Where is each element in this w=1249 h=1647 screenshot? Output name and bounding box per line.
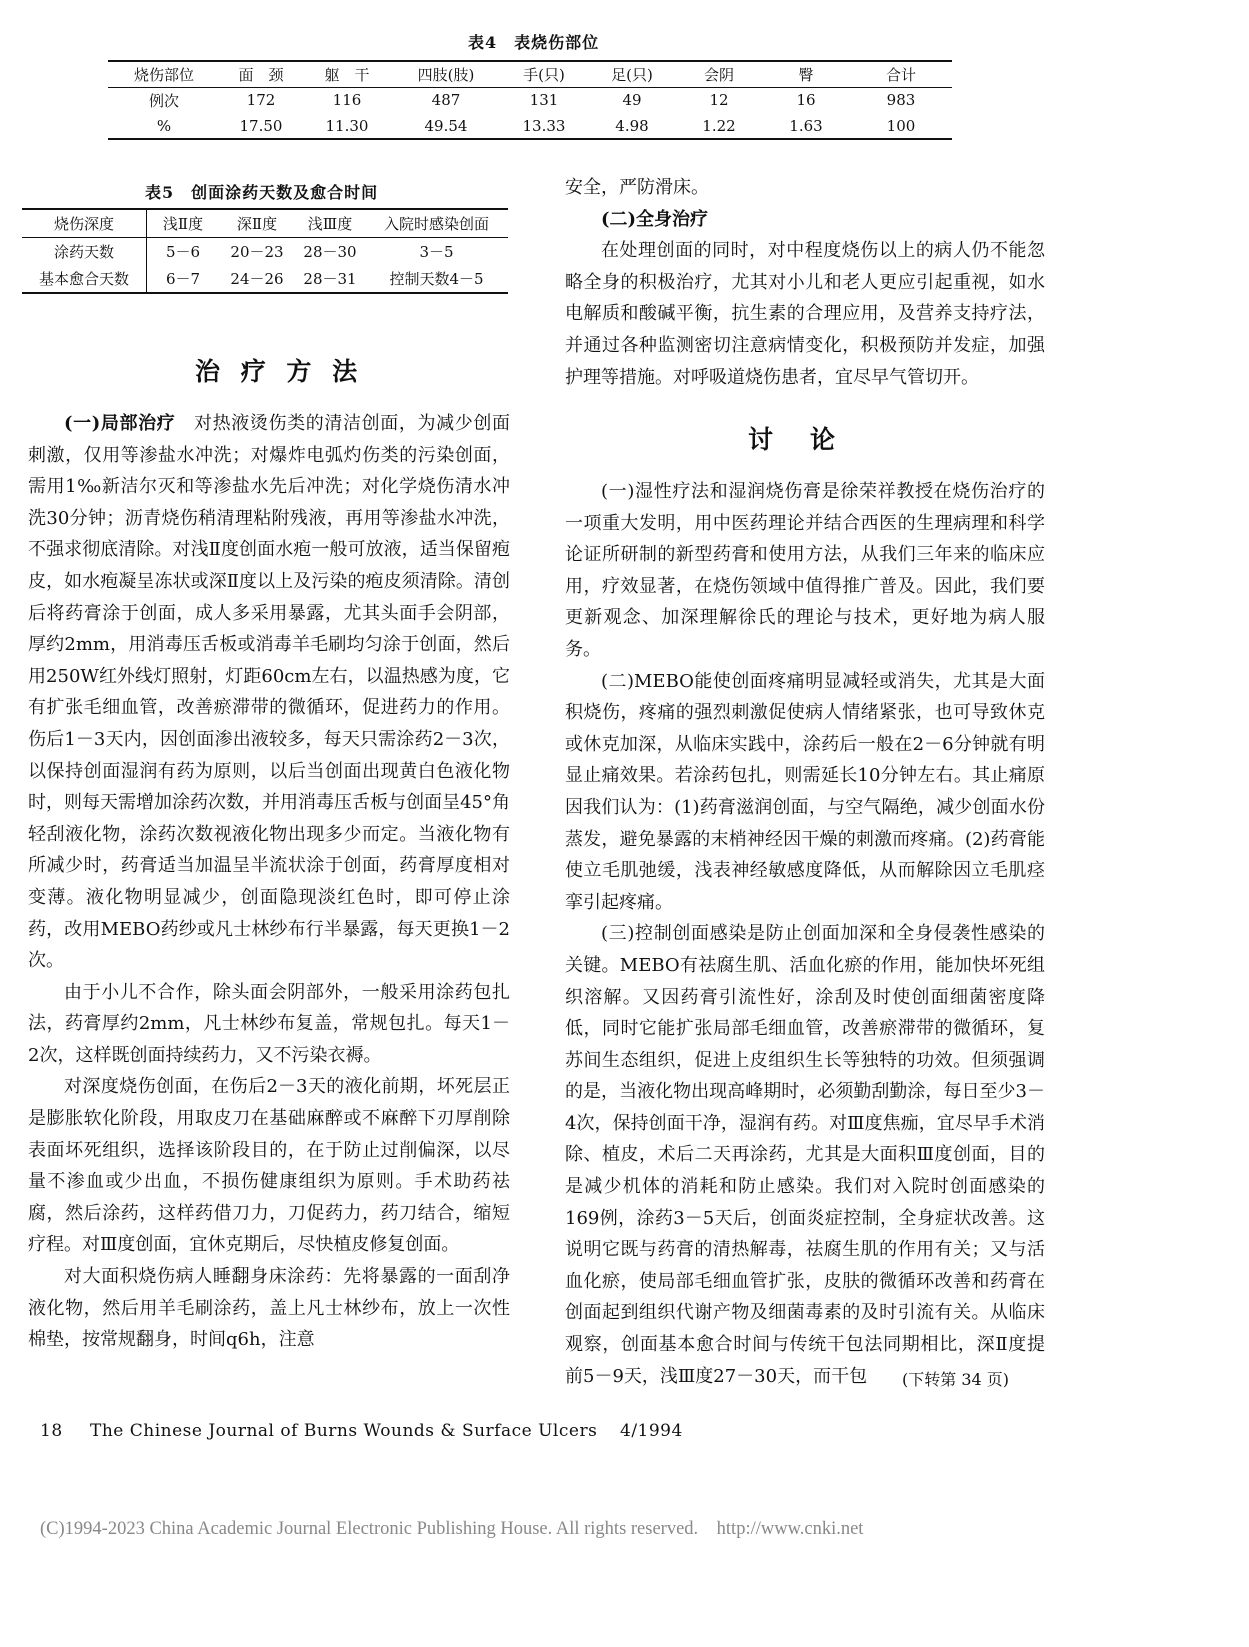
table4-header-cell: 面 颈 bbox=[220, 61, 302, 87]
subheading-systemic-treatment: (二)全身治疗 bbox=[601, 208, 709, 230]
table5-header-cell: 浅Ⅲ度 bbox=[295, 209, 365, 237]
table4-header-cell: 合计 bbox=[850, 61, 952, 87]
table4-header-cell: 四肢(肢) bbox=[392, 61, 500, 87]
copyright-notice: (C)1994-2023 China Academic Journal Electronic Publishing House. All rights reserved. http://www.cnki.net bbox=[40, 1519, 864, 1539]
table4-row bbox=[108, 87, 952, 113]
paragraph: (二)MEBO能使创面疼痛明显减轻或消失，尤其是大面积烧伤，疼痛的强烈刺激促使病人情绪紧张，也可导致休克或休克加深，从临床实践中，涂药后一般在2－6分钟就有明显止痛效果。若涂药包扎，则需延长10分钟左右。其止痛原因我们认为：(1)药膏滋润创面，与空气隔绝，减少创面水份蒸发，避免暴露的末梢神经因干燥的刺激而疼痛。(2)药膏能使立毛肌弛缓，浅表神经敏感度降低，从而解除因立毛肌痉挛引起疼痛。 bbox=[565, 670, 1045, 913]
paragraph: (一)湿性疗法和湿润烧伤膏是徐荣祥教授在烧伤治疗的一项重大发明，用中医药理论并结合西医的生理病理和科学论证所研制的新型药膏和使用方法，从我们三年来的临床应用，疗效显著，在烧伤领域中值得推广普及。因此，我们要更新观念、加深理解徐氏的理论与技术，更好地为病人服务。 bbox=[565, 481, 1045, 660]
table4-cell: 172 bbox=[246, 91, 276, 110]
table5-cell: 控制天数4－5 bbox=[365, 265, 508, 293]
table5-header-cell: 浅Ⅱ度 bbox=[147, 209, 220, 237]
paragraph: 在处理创面的同时，对中程度烧伤以上的病人仍不能忽略全身的积极治疗，尤其对小儿和老人更应引起重视，如水电解质和酸碱平衡，抗生素的合理应用，及营养支持疗法，并通过各种监测密切注意病情变化，积极预防并发症，加强护理等措施。对呼吸道烧伤患者，宜尽早气管切开。 bbox=[565, 240, 1045, 388]
table5-cell: 3－5 bbox=[419, 242, 454, 261]
table4-header-cell: 烧伤部位 bbox=[108, 61, 220, 87]
table4-cell: 4.98 bbox=[588, 113, 676, 139]
table4-row bbox=[108, 113, 952, 139]
table4-cell: 49.54 bbox=[392, 113, 500, 139]
table4-header-cell: 手(只) bbox=[500, 61, 588, 87]
left-column bbox=[28, 408, 510, 1356]
table4-cell: 16 bbox=[796, 91, 816, 110]
continued-note: (下转第 34 页) bbox=[902, 1370, 1010, 1389]
table4-cell: 49 bbox=[622, 91, 642, 110]
page-number: 18 bbox=[40, 1421, 63, 1441]
table5-cell: 6－7 bbox=[147, 265, 220, 293]
paragraph bbox=[28, 408, 510, 977]
paragraph: 安全，严防滑床。 bbox=[565, 177, 709, 198]
table4-title: 表4 表烧伤部位 bbox=[468, 33, 600, 52]
table4 bbox=[108, 60, 952, 140]
table5-cell: 24－26 bbox=[219, 265, 295, 293]
table4-cell: 13.33 bbox=[500, 113, 588, 139]
section-heading-discussion: 讨 论 bbox=[748, 425, 842, 454]
table4-cell: 12 bbox=[709, 91, 729, 110]
issue-number: 4/1994 bbox=[620, 1421, 683, 1441]
table4-header-cell: 会阴 bbox=[676, 61, 762, 87]
table4-cell: 例次 bbox=[148, 91, 179, 110]
table4-cell: % bbox=[108, 113, 220, 139]
table4-cell: 983 bbox=[886, 91, 916, 110]
table4-header-cell: 足(只) bbox=[588, 61, 676, 87]
table5-cell: 涂药天数 bbox=[22, 237, 147, 265]
table4-cell: 116 bbox=[332, 91, 362, 110]
section-heading-treatment: 治 疗 方 法 bbox=[195, 357, 364, 386]
table4-header-cell: 躯 干 bbox=[302, 61, 392, 87]
paragraph: 对深度烧伤创面，在伤后2－3天的液化前期，坏死层正是膨胀软化阶段，用取皮刀在基础麻醉或不麻醉下刃厚削除表面坏死组织，选择该阶段目的，在于防止过削偏深，以尽量不渗血或少出血，不损伤健康组织为原则。手术助药祛腐，然后涂药，这样药借刀力，刀促药力，药刀结合，缩短疗程。对Ⅲ度创面，宜休克期后，尽快植皮修复创面。 bbox=[28, 1076, 510, 1256]
table5-header-cell: 深Ⅱ度 bbox=[219, 209, 295, 237]
table5-header-cell: 入院时感染创面 bbox=[365, 209, 508, 237]
table4-cell: 17.50 bbox=[220, 113, 302, 139]
table5-cell: 20－23 bbox=[230, 242, 284, 261]
right-column-discussion bbox=[565, 476, 1045, 1392]
journal-name: The Chinese Journal of Burns Wounds & Surface Ulcers bbox=[90, 1421, 598, 1441]
table4-cell: 100 bbox=[850, 113, 952, 139]
table5-cell: 28－31 bbox=[295, 265, 365, 293]
paragraph: (三)控制创面感染是防止创面加深和全身侵袭性感染的关键。MEBO有祛腐生肌、活血化瘀的作用，能加快坏死组织溶解。又因药膏引流性好，涂刮及时使创面细菌密度降低，同时它能扩张局部毛细血管，改善瘀滞带的微循环，复苏间生态组织，促进上皮组织生长等独特的功效。但须强调的是，当液化物出现高峰期时，必须勤刮勤涂，每日至少3－4次，保持创面干净，湿润有药。对Ⅲ度焦痂，宜尽早手术消除、植皮，术后二天再涂药，尤其是大面积Ⅲ度创面，目的是减少机体的消耗和防止感染。我们对入院时创面感染的169例，涂药3－5天后，创面炎症控制，全身症状改善。这说明它既与药膏的清热解毒，祛腐生肌的作用有关；又与活血化瘀，使局部毛细血管扩张，皮肤的微循环改善和药膏在创面起到组织代谢产物及细菌毒素的及时引流有关。从临床观察，创面基本愈合时间与传统干包法同期相比，深Ⅱ度提前5－9天，浅Ⅲ度27－30天，而干包 bbox=[565, 923, 1045, 1387]
paragraph: 对大面积烧伤病人睡翻身床涂药：先将暴露的一面刮净液化物，然后用羊毛刷涂药，盖上凡士林纱布，放上一次性棉垫，按常规翻身，时间q6h，注意 bbox=[28, 1266, 510, 1351]
table5-row bbox=[22, 265, 508, 293]
table5-header-cell: 烧伤深度 bbox=[22, 209, 147, 237]
table5-cell: 5－6 bbox=[165, 242, 201, 261]
right-column-top bbox=[565, 172, 1045, 393]
table4-cell: 1.63 bbox=[762, 113, 850, 139]
subheading-local-treatment: (一)局部治疗 bbox=[64, 413, 176, 434]
table4-cell: 1.22 bbox=[676, 113, 762, 139]
table4-cell: 487 bbox=[431, 91, 461, 110]
table4-cell: 11.30 bbox=[302, 113, 392, 139]
paragraph-text: 对热液烫伤类的清洁创面，为减少创面刺激，仅用等渗盐水冲洗；对爆炸电弧灼伤类的污染创面，需用1‰新洁尔灭和等渗盐水先后冲洗；对化学烧伤清水冲洗30分钟；沥青烧伤稍清理粘附残液，再用等渗盐水冲洗，不强求彻底清除。对浅Ⅱ度创面水疱一般可放液，适当保留疱皮，如水疱凝呈冻状或深Ⅱ度以上及污染的疱皮须清除。清创后将药膏涂于创面，成人多采用暴露，尤其头面手会阴部，厚约2mm，用消毒压舌板或消毒羊毛刷均匀涂于创面，然后用250W红外线灯照射，灯距60cm左右，以温热感为度，它有扩张毛细血管，改善瘀滞带的微循环，促进药力的作用。伤后1－3天内，因创面渗出液较多，每天只需涂药2－3次，以保持创面湿润有药为原则，以后当创面出现黄白色液化物时，则每天需增加涂药次数，并用消毒压舌板与创面呈45°角轻刮液化物，涂药次数视液化物出现多少而定。当液化物有所减少时，药膏适当加温呈半流状涂于创面，药膏厚度相对变薄。液化物明显减少，创面隐现淡红色时，即可停止涂药，改用MEBO药纱或凡士林纱布行半暴露，每天更换1－2次。 bbox=[28, 413, 510, 972]
paragraph: 由于小儿不合作，除头面会阴部外，一般采用涂药包扎法，药膏厚约2mm，凡士林纱布复盖，常规包扎。每天1－2次，这样既创面持续药力，又不污染衣褥。 bbox=[28, 981, 510, 1066]
table5 bbox=[22, 208, 508, 294]
table5-cell: 28－30 bbox=[303, 242, 357, 261]
table4-header-row bbox=[108, 61, 952, 87]
table4-cell: 131 bbox=[529, 91, 559, 110]
table5-title: 表5 创面涂药天数及愈合时间 bbox=[145, 183, 379, 202]
table5-cell: 基本愈合天数 bbox=[22, 265, 147, 293]
table5-header-row bbox=[22, 209, 508, 237]
table5-row bbox=[22, 237, 508, 265]
table4-header-cell: 臀 bbox=[762, 61, 850, 87]
